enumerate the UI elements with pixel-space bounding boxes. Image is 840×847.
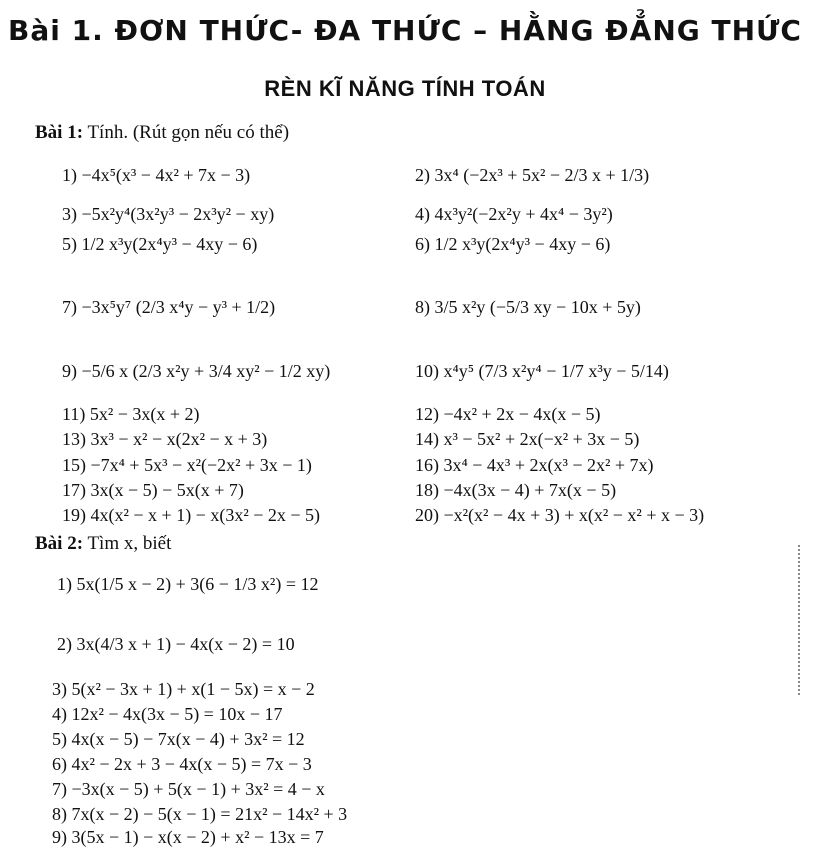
exercise-1-instruction: Tính. (Rút gọn nếu có thể) bbox=[87, 122, 290, 143]
equation-2-5: 5) 4x(x − 5) − 7x(x − 4) + 3x² = 12 bbox=[52, 729, 305, 749]
section-subtitle: RÈN KĨ NĂNG TÍNH TOÁN bbox=[264, 76, 546, 101]
equation-2-6: 6) 4x² − 2x + 3 − 4x(x − 5) = 7x − 3 bbox=[52, 754, 312, 774]
problem-1-5: 5) 1/2 x³y(2x⁴y³ − 4xy − 6) bbox=[62, 234, 258, 254]
problem-1-12: 12) −4x² + 2x − 4x(x − 5) bbox=[415, 404, 601, 424]
problem-1-3: 3) −5x²y⁴(3x²y³ − 2x³y² − xy) bbox=[62, 204, 275, 224]
equation-2-7: 7) −3x(x − 5) + 5(x − 1) + 3x² = 4 − x bbox=[52, 779, 325, 799]
exercise-1-label: Bài 1: bbox=[35, 122, 84, 143]
problem-1-11: 11) 5x² − 3x(x + 2) bbox=[62, 404, 200, 424]
problem-1-2: 2) 3x⁴ (−2x³ + 5x² − 2/3 x + 1/3) bbox=[415, 165, 650, 185]
equation-2-8: 8) 7x(x − 2) − 5(x − 1) = 21x² − 14x² + 3 bbox=[52, 804, 348, 824]
problem-1-17: 17) 3x(x − 5) − 5x(x + 7) bbox=[62, 480, 244, 500]
problem-1-13: 13) 3x³ − x² − x(2x² − x + 3) bbox=[62, 429, 268, 449]
problem-1-8: 8) 3/5 x²y (−5/3 xy − 10x + 5y) bbox=[415, 297, 641, 317]
problem-1-10: 10) x⁴y⁵ (7/3 x²y⁴ − 1/7 x³y − 5/14) bbox=[415, 361, 669, 381]
problem-1-15: 15) −7x⁴ + 5x³ − x²(−2x² + 3x − 1) bbox=[62, 455, 312, 475]
problem-1-20: 20) −x²(x² − 4x + 3) + x(x² − x² + x − 3) bbox=[415, 505, 705, 525]
exercise-2-instruction: Tìm x, biết bbox=[87, 533, 172, 554]
equation-2-9: 9) 3(5x − 1) − x(x − 2) + x² − 13x = 7 bbox=[52, 827, 324, 847]
problem-1-18: 18) −4x(3x − 4) + 7x(x − 5) bbox=[415, 480, 617, 500]
problem-1-16: 16) 3x⁴ − 4x³ + 2x(x³ − 2x² + 7x) bbox=[415, 455, 654, 475]
exercise-2-heading bbox=[35, 533, 171, 555]
problem-1-7: 7) −3x⁵y⁷ (2/3 x⁴y − y³ + 1/2) bbox=[62, 297, 276, 317]
page-title: Bài 1. ĐƠN THỨC- ĐA THỨC – HẰNG ĐẲNG THỨC bbox=[8, 14, 802, 47]
exercise-2-label: Bài 2: bbox=[35, 533, 84, 554]
problem-1-14: 14) x³ − 5x² + 2x(−x² + 3x − 5) bbox=[415, 429, 640, 449]
problem-1-1: 1) −4x⁵(x³ − 4x² + 7x − 3) bbox=[62, 165, 251, 185]
problem-1-4: 4) 4x³y²(−2x²y + 4x⁴ − 3y²) bbox=[415, 204, 613, 224]
equation-2-1: 1) 5x(1/5 x − 2) + 3(6 − 1/3 x²) = 12 bbox=[57, 574, 319, 594]
problem-1-9: 9) −5/6 x (2/3 x²y + 3/4 xy² − 1/2 xy) bbox=[62, 361, 331, 381]
problem-1-19: 19) 4x(x² − x + 1) − x(3x² − 2x − 5) bbox=[62, 505, 321, 525]
exercise-1-heading bbox=[35, 122, 289, 144]
equation-2-4: 4) 12x² − 4x(3x − 5) = 10x − 17 bbox=[52, 704, 283, 724]
margin-dotted-line bbox=[798, 545, 804, 695]
problem-1-6: 6) 1/2 x³y(2x⁴y³ − 4xy − 6) bbox=[415, 234, 611, 254]
equation-2-2: 2) 3x(4/3 x + 1) − 4x(x − 2) = 10 bbox=[57, 634, 295, 654]
equation-2-3: 3) 5(x² − 3x + 1) + x(1 − 5x) = x − 2 bbox=[52, 679, 315, 699]
